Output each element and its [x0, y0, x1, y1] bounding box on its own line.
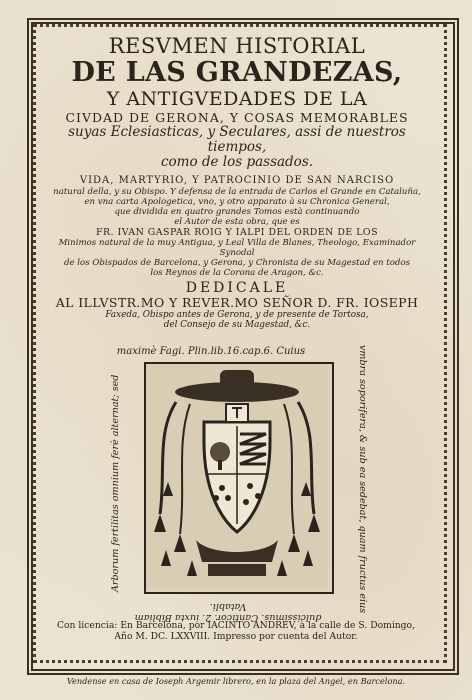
dedication-line-3: del Consejo de su Magestad, &c. [163, 320, 311, 330]
author-line-3: de los Obispados de Barcelona, y Gerona, y Chronista de su Magestad en todos [63, 258, 411, 268]
coat-of-arms-icon [146, 364, 328, 588]
imprint-line-2: Año M. DC. LXXVIII. Impresso por cuenta del Autor. [114, 631, 358, 642]
dedication-label: DEDICALE [185, 280, 289, 296]
coat-of-arms-engraving [144, 362, 334, 594]
subtitle-line-5: el Autor de esta obra, que es [174, 217, 300, 227]
subtitle-line-2: natural della, y su Obispo. Y defensa de la entrada de Carlos el Grande en Cataluña, [53, 187, 421, 197]
subtitle-line-1: VIDA, MARTYRIO, Y PATROCINIO DE SAN NARCISO [79, 175, 395, 186]
title-line-3: Y ANTIGVEDADES DE LA [106, 88, 368, 110]
title-line-2: DE LAS GRANDEZAS, [71, 57, 403, 88]
motto-right: vmbra soporifera, & sub ea sedebat, quam fructus eius [357, 345, 368, 614]
author-line-2: Minimos natural de la muy Antigua, y Leal Villa de Blanes, Theologo, Examinador Synodal [58, 238, 416, 258]
subtitle-line-3: en vna carta Apologetica, vno, y otro apparato à su Chronica General, [84, 197, 390, 207]
bookseller-note: Vendense en casa de Ioseph Argemir librero, en la plaza del Angel, en Barcelona. [66, 676, 406, 686]
title-line-1: RESVMEN HISTORIAL [108, 34, 366, 58]
motto-bottom: dulcissimus. Canticor. 2. iuxta Bibliam Vatabli. [134, 601, 322, 623]
motto-top: maximè Fagi. Plin.lib.16.cap.6. Cuius [116, 346, 306, 357]
title-line-5: suyas Eclesiasticas, y Seculares, assi de nuestros tiempos, [68, 124, 406, 155]
title-line-4: CIVDAD DE GERONA, Y COSAS MEMORABLES [65, 110, 409, 125]
author-line-4: los Reynos de la Corona de Aragon, &c. [150, 268, 324, 278]
dedication-line-1: AL ILLVSTR.MO Y REVER.MO SEÑOR D. FR. IOSEPH [55, 295, 419, 310]
author-line-1: FR. IVAN GASPAR ROIG Y IALPI DEL ORDEN DE LOS [95, 227, 379, 238]
dedication-line-2: Faxeda, Obispo antes de Gerona, y de presente de Tortosa, [105, 310, 369, 320]
imprint [48, 620, 424, 642]
title-line-6: como de los passados. [160, 154, 314, 170]
motto-left: Arborum fertilitas omnium ferè alternat; sed [110, 374, 121, 592]
imprint-line-1: Con licencia: En Barcelona, por IACINTO ANDREV, à la calle de S. Domingo, [56, 620, 416, 631]
subtitle-line-4: que dividida en quatro grandes Tomos està continuando [114, 207, 360, 217]
